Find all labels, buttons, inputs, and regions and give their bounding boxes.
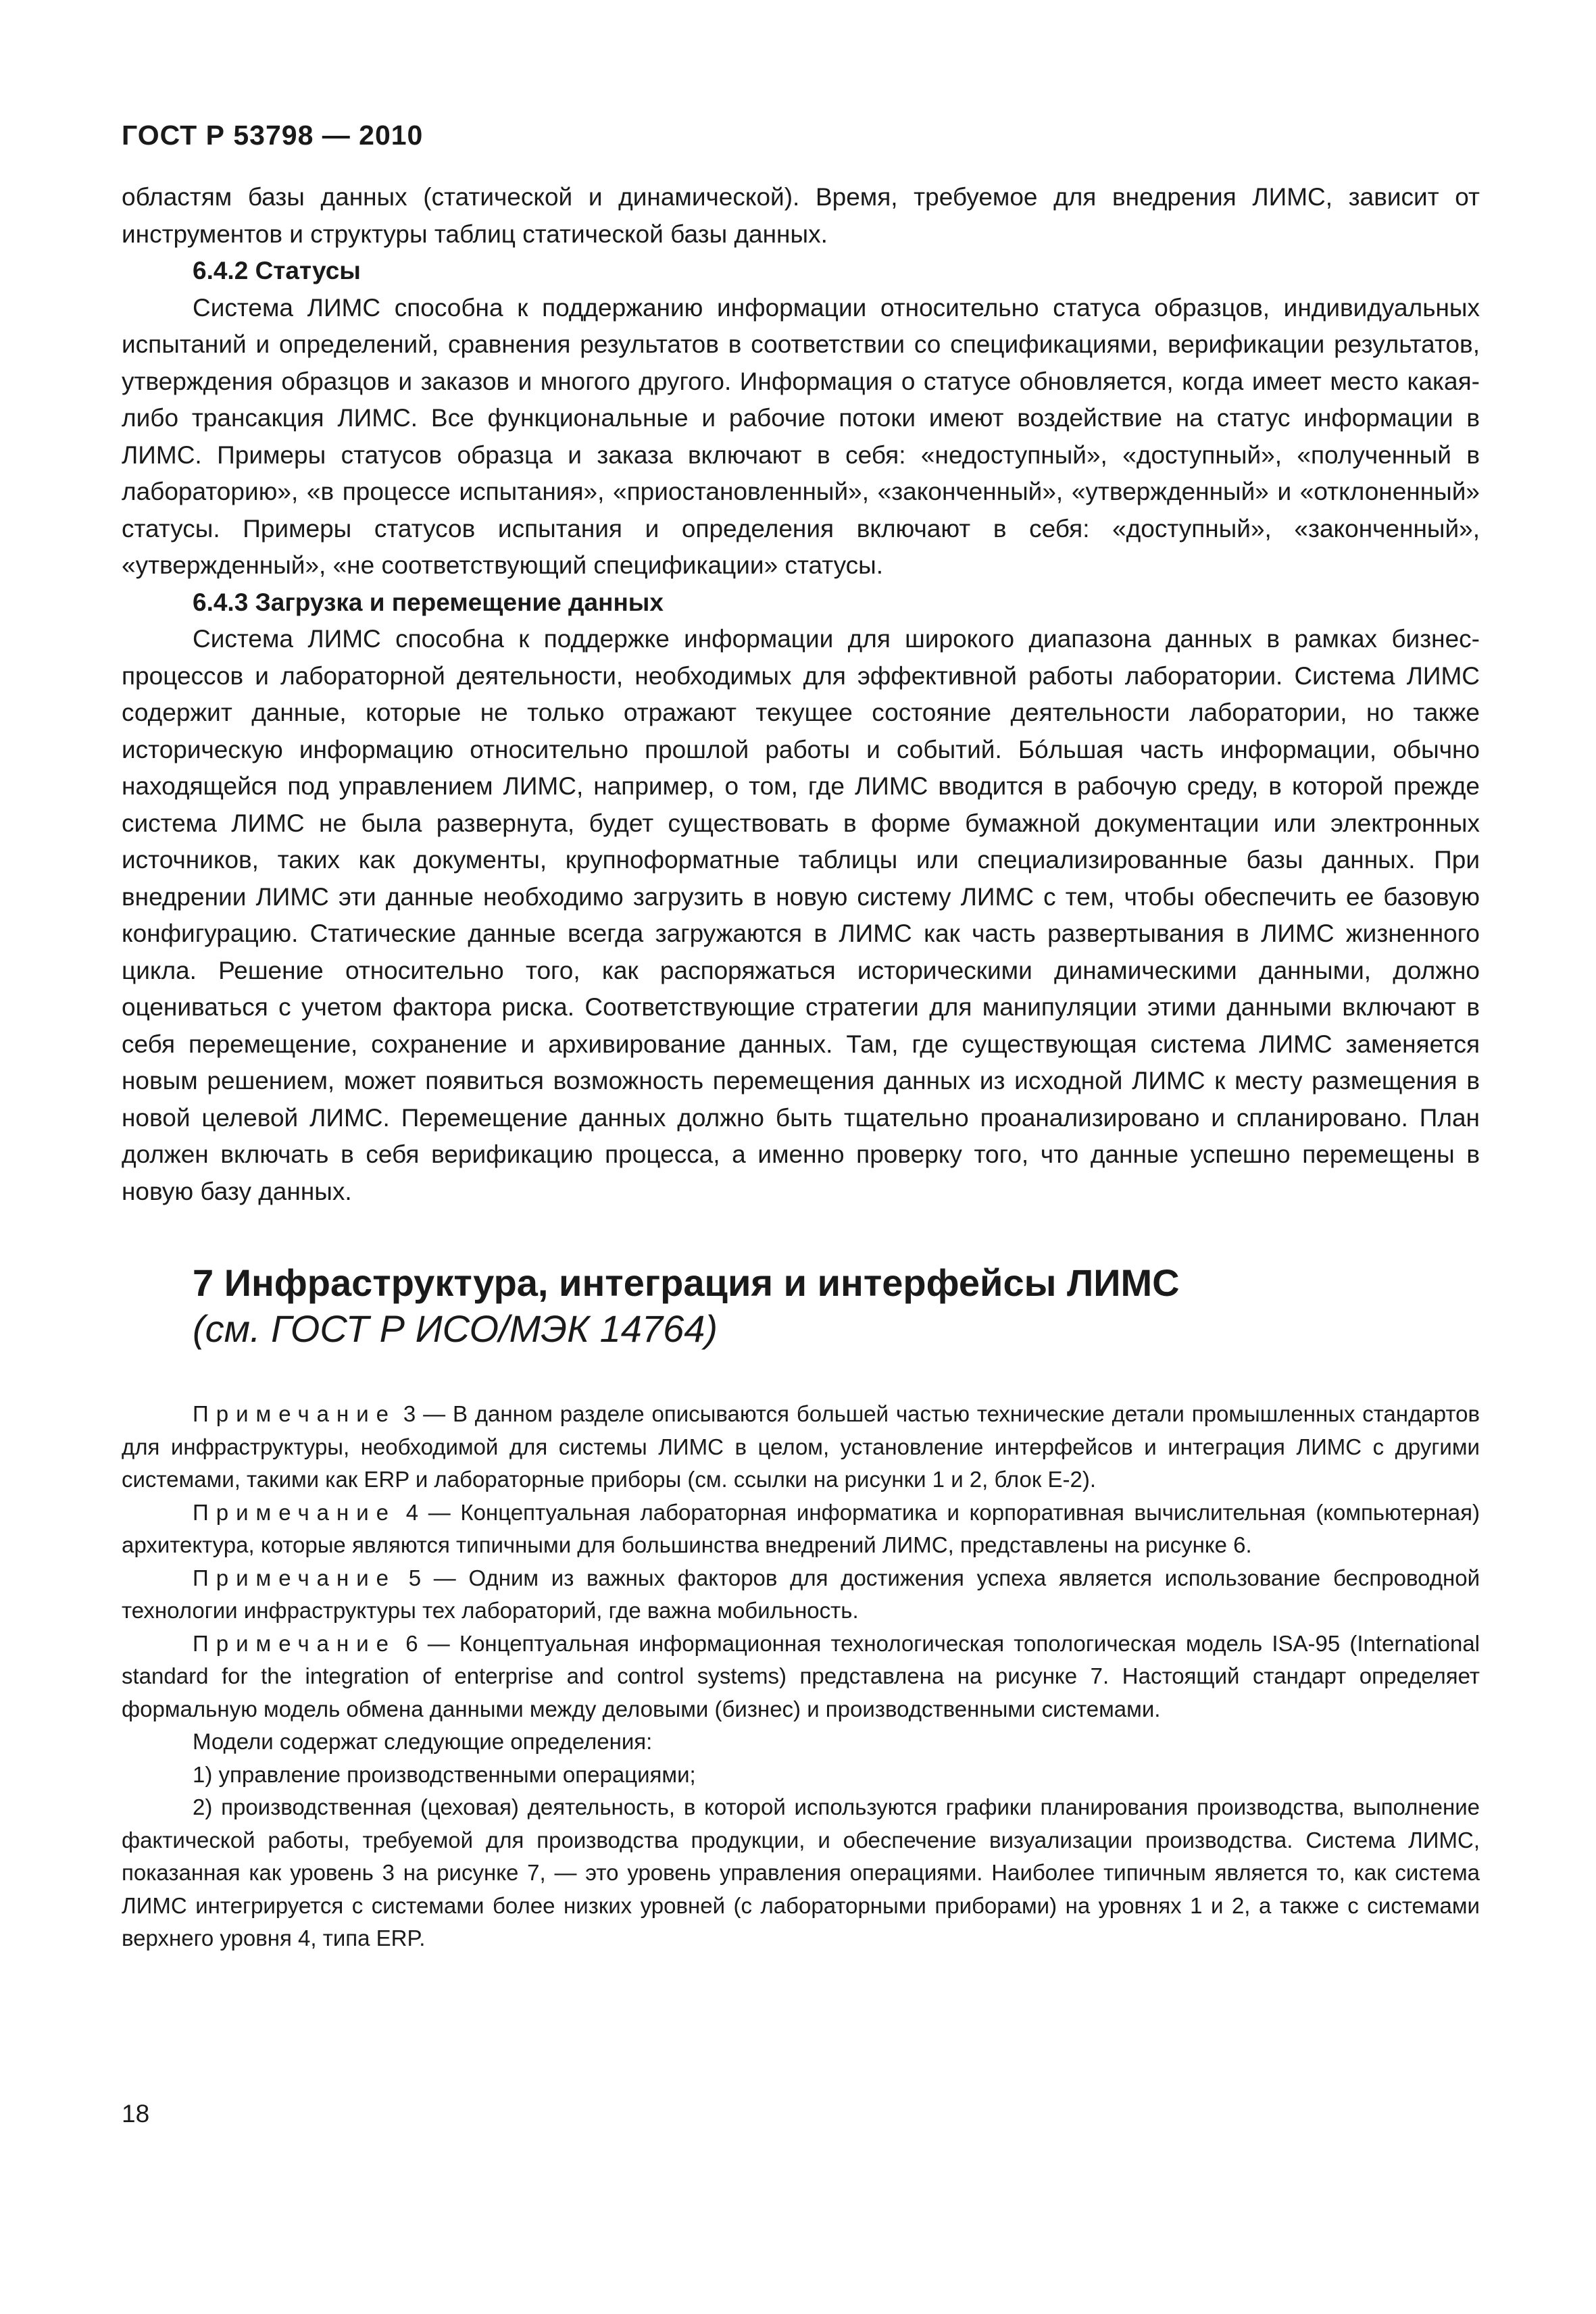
notes-block	[122, 1398, 1480, 1955]
models-item-1: 1) управление производственными операциями;	[193, 1761, 696, 1787]
note-label: Примечание	[193, 1401, 397, 1426]
note-text: 6 — Концептуальная информационная технологическая топологическая модель ISA-95 (International standard for the integration of enterprise and control systems) представлена на рисунке 7. Настоящий стандарт определяет формальную модель обмена данными между деловыми (бизнес) и производственными системами.	[122, 1630, 1480, 1721]
document-page	[122, 122, 1480, 1955]
note-3	[122, 1398, 1480, 1496]
note-label: Примечание	[193, 1499, 397, 1525]
note-text: 4 — Концептуальная лабораторная информатика и корпоративная вычислительная (компьютерная) архитектура, которые являются типичными для большинства внедрений ЛИМС, представлены на рисунке 6.	[122, 1499, 1480, 1557]
main-body	[122, 179, 1480, 1210]
document-header: ГОСТ Р 53798 — 2010	[122, 120, 424, 151]
note-4	[122, 1496, 1480, 1562]
note-text: 5 — Одним из важных факторов для достижения успеха является использование беспроводной технологии инфраструктуры тех лабораторий, где важна мобильность.	[122, 1565, 1480, 1623]
intro-paragraph: областям базы данных (статической и динамической). Время, требуемое для внедрения ЛИМС, зависит от инструментов и структуры таблиц статической базы данных.	[122, 183, 1480, 248]
note-label: Примечание	[193, 1630, 397, 1656]
section-7-heading	[122, 1260, 1480, 1352]
models-item-2: 2) производственная (цеховая) деятельность, в которой используются графики планирования производства, выполнение фактической работы, требуемой для производства продукции, и обеспечение визуализации производства. Система ЛИМС, показанная как уровень 3 на рисунке 7, — это уровень управления операциями. Наиболее типичным является то, как система ЛИМС интегрируется с системами более низких уровней (с лабораторными приборами) на уровнях 1 и 2, а также с системами верхнего уровня 4, типа ERP.	[122, 1794, 1480, 1951]
models-intro: Модели содержат следующие определения:	[193, 1729, 653, 1754]
section-642-text: Система ЛИМС способна к поддержанию информации относительно статуса образцов, индивидуальных испытаний и определений, сравнения результатов в соответствии со спецификациями, верификации результатов, утверждения образцов и заказов и многого другого. Информация о статусе обновляется, когда имеет место какая-либо трансакция ЛИМС. Все функциональные и рабочие потоки имеют воздействие на статус информации в ЛИМС. Примеры статусов образца и заказа включают в себя: «недоступный», «доступный», «полученный в лабораторию», «в процессе испытания», «приостановленный», «законченный», «утвержденный» и «отклоненный» статусы. Примеры статусов испытания и определения включают в себя: «доступный», «законченный», «утвержденный», «не соответствующий спецификации» статусы.	[122, 293, 1480, 579]
section-7-title: 7 Инфраструктура, интеграция и интерфейсы ЛИМС	[193, 1261, 1180, 1304]
section-643-heading: 6.4.3 Загрузка и перемещение данных	[193, 588, 664, 616]
note-label: Примечание	[193, 1565, 397, 1590]
section-643-text: Система ЛИМС способна к поддержке информации для широкого диапазона данных в рамках бизнес-процессов и лабораторной деятельности, необходимых для эффективной работы лаборатории. Система ЛИМС содержит данные, которые не только отражают текущее состояние деятельности лаборатории, но также историческую информацию относительно прошлой работы и событий. Бóльшая часть информации, обычно находящейся под управлением ЛИМС, например, о том, где ЛИМС вводится в рабочую среду, в которой прежде система ЛИМС не была развернута, будет существовать в форме бумажной документации или электронных источников, таких как документы, крупноформатные таблицы или специализированные базы данных. При внедрении ЛИМС эти данные необходимо загрузить в новую систему ЛИМС с тем, чтобы обеспечить ее базовую конфигурацию. Статические данные всегда загружаются в ЛИМС как часть развертывания в ЛИМС жизненного цикла. Решение относительно того, как распоряжаться историческими динамическими данными, должно оцениваться с учетом фактора риска. Соответствующие стратегии для манипуляции этими данными включают в себя перемещение, сохранение и архивирование данных. Там, где существующая система ЛИМС заменяется новым решением, может появиться возможность перемещения данных из исходной ЛИМС к месту размещения в новой целевой ЛИМС. Перемещение данных должно быть тщательно проанализировано и спланировано. План должен включать в себя верификацию процесса, а именно проверку того, что данные успешно перемещены в новую базу данных.	[122, 625, 1480, 1205]
note-6	[122, 1628, 1480, 1726]
page-number: 18	[122, 2100, 150, 2128]
note-text: 3 — В данном разделе описываются большей частью технические детали промышленных стандартов для инфраструктуры, необходимой для системы ЛИМС в целом, установление интерфейсов и интеграция ЛИМС с другими системами, такими как ERP и лабораторные приборы (см. ссылки на рисунки 1 и 2, блок Е-2).	[122, 1401, 1480, 1492]
note-5	[122, 1562, 1480, 1628]
section-7-subtitle: (см. ГОСТ Р ИСО/МЭК 14764)	[193, 1307, 718, 1350]
section-642-heading: 6.4.2 Статусы	[193, 257, 361, 284]
